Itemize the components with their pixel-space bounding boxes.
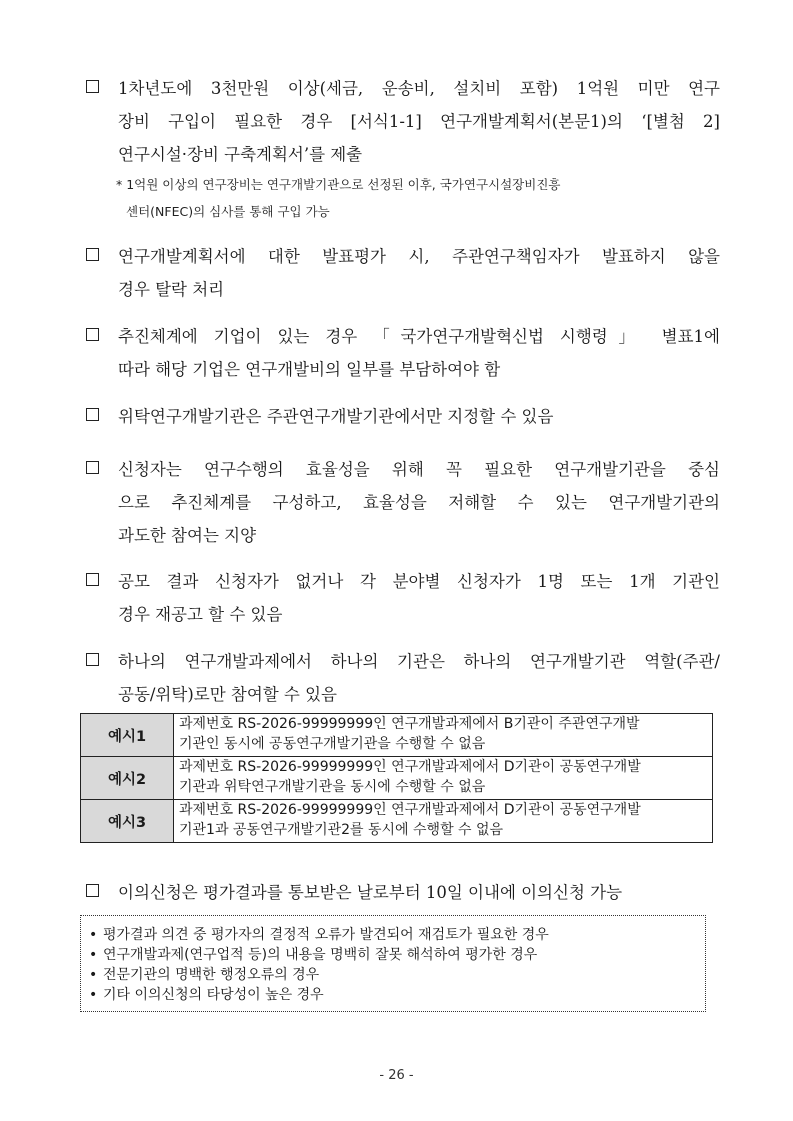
checklist-item-equipment-purchase xyxy=(84,72,720,171)
table-row xyxy=(81,757,713,800)
item-text-line: 연구개발계획서에 대한 발표평가 시, 주관연구책임자가 발표하지 않을 xyxy=(118,247,720,266)
page-number: - 26 - xyxy=(379,1068,414,1083)
checklist-item-appeal xyxy=(84,876,720,909)
item-text-line: 따라 해당 기업은 연구개발비의 일부를 부담하여야 함 xyxy=(118,360,501,379)
checklist-item-efficiency xyxy=(84,453,720,552)
checkbox-square-icon xyxy=(86,328,99,341)
item-text-line: 공동/위탁)로만 참여할 수 있음 xyxy=(118,685,337,704)
example-text-line: 기관과 위탁연구개발기관을 동시에 수행할 수 없음 xyxy=(179,778,486,795)
criterion-text: 전문기관의 명백한 행정오류의 경우 xyxy=(103,967,320,983)
example-text-line: 과제번호 RS-2026-99999999인 연구개발과제에서 D기관이 공동연구개발 xyxy=(179,802,641,818)
checkbox-square-icon xyxy=(86,653,99,666)
example-description xyxy=(174,714,713,757)
checkbox-square-icon xyxy=(86,884,99,897)
table-row xyxy=(81,714,713,757)
footnote-equipment-review xyxy=(116,171,720,225)
item-text-line: 장비 구입이 필요한 경우 [서식1-1] 연구개발계획서(본문1)의 ‘[별첨 2] xyxy=(118,112,720,131)
checklist-item-single-role xyxy=(84,645,720,711)
checkbox-square-icon xyxy=(86,80,99,93)
bullet-icon: • xyxy=(89,927,98,943)
example-label: 예시3 xyxy=(81,800,174,843)
checklist-item-re-announcement xyxy=(84,565,720,631)
example-label: 예시1 xyxy=(81,714,174,757)
criterion-text: 연구개발과제(연구업적 등)의 내용을 명백히 잘못 해석하여 평가한 경우 xyxy=(103,947,538,963)
item-text-line: 추진체계에 기업이 있는 경우 「국가연구개발혁신법 시행령」 별표1에 xyxy=(118,327,720,346)
example-label: 예시2 xyxy=(81,757,174,800)
item-text-line: 신청자는 연구수행의 효율성을 위해 꼭 필요한 연구개발기관을 중심 xyxy=(118,460,720,479)
item-text-line: 공모 결과 신청자가 없거나 각 분야별 신청자가 1명 또는 1개 기관인 xyxy=(118,572,720,591)
item-text-line: 1차년도에 3천만원 이상(세금, 운송비, 설치비 포함) 1억원 미만 연구 xyxy=(118,79,720,98)
item-text-line: 과도한 참여는 지양 xyxy=(118,526,257,545)
bullet-icon: • xyxy=(89,967,98,983)
checklist-item-presentation xyxy=(84,240,720,306)
item-text-line: 경우 재공고 할 수 있음 xyxy=(118,605,283,624)
table-row xyxy=(81,800,713,843)
appeal-criteria-box xyxy=(80,915,706,1012)
example-text-line: 과제번호 RS-2026-99999999인 연구개발과제에서 D기관이 공동연구개발 xyxy=(179,759,641,775)
item-text-line: 하나의 연구개발과제에서 하나의 기관은 하나의 연구개발기관 역할(주관/ xyxy=(118,652,720,671)
checkbox-square-icon xyxy=(86,573,99,586)
item-text-line: 연구시설·장비 구축계획서’를 제출 xyxy=(118,145,363,164)
item-text-line: 으로 추진체계를 구성하고, 효율성을 저해할 수 있는 연구개발기관의 xyxy=(118,493,720,512)
criterion-text: 기타 이의신청의 타당성이 높은 경우 xyxy=(103,987,324,1003)
example-description xyxy=(174,757,713,800)
checklist-item-company-cost-share xyxy=(84,320,720,386)
item-text-line: 경우 탈락 처리 xyxy=(118,280,225,299)
note-text-line: 센터(NFEC)의 심사를 통해 구입 가능 xyxy=(126,204,330,219)
example-text-line: 기관1과 공동연구개발기관2를 동시에 수행할 수 없음 xyxy=(179,821,504,838)
example-description xyxy=(174,800,713,843)
list-item xyxy=(89,965,705,985)
checkbox-square-icon xyxy=(86,248,99,261)
item-text-line: 위탁연구개발기관은 주관연구개발기관에서만 지정할 수 있음 xyxy=(118,407,554,426)
list-item xyxy=(89,925,705,945)
item-text-line: 이의신청은 평가결과를 통보받은 날로부터 10일 이내에 이의신청 가능 xyxy=(118,883,623,902)
example-text-line: 기관인 동시에 공동연구개발기관을 수행할 수 없음 xyxy=(179,735,486,752)
checklist-item-subcontract-designation xyxy=(84,400,720,433)
checkbox-square-icon xyxy=(86,461,99,474)
checkbox-square-icon xyxy=(86,408,99,421)
example-text-line: 과제번호 RS-2026-99999999인 연구개발과제에서 B기관이 주관연구개발 xyxy=(179,716,640,732)
examples-table xyxy=(80,713,713,843)
note-text-line: * 1억원 이상의 연구장비는 연구개발기관으로 선정된 이후, 국가연구시설장비진흥 xyxy=(116,177,561,192)
bullet-icon: • xyxy=(89,987,98,1003)
bullet-icon: • xyxy=(89,947,98,963)
list-item xyxy=(89,945,705,965)
list-item xyxy=(89,985,705,1005)
criterion-text: 평가결과 의견 중 평가자의 결정적 오류가 발견되어 재검토가 필요한 경우 xyxy=(103,927,549,943)
